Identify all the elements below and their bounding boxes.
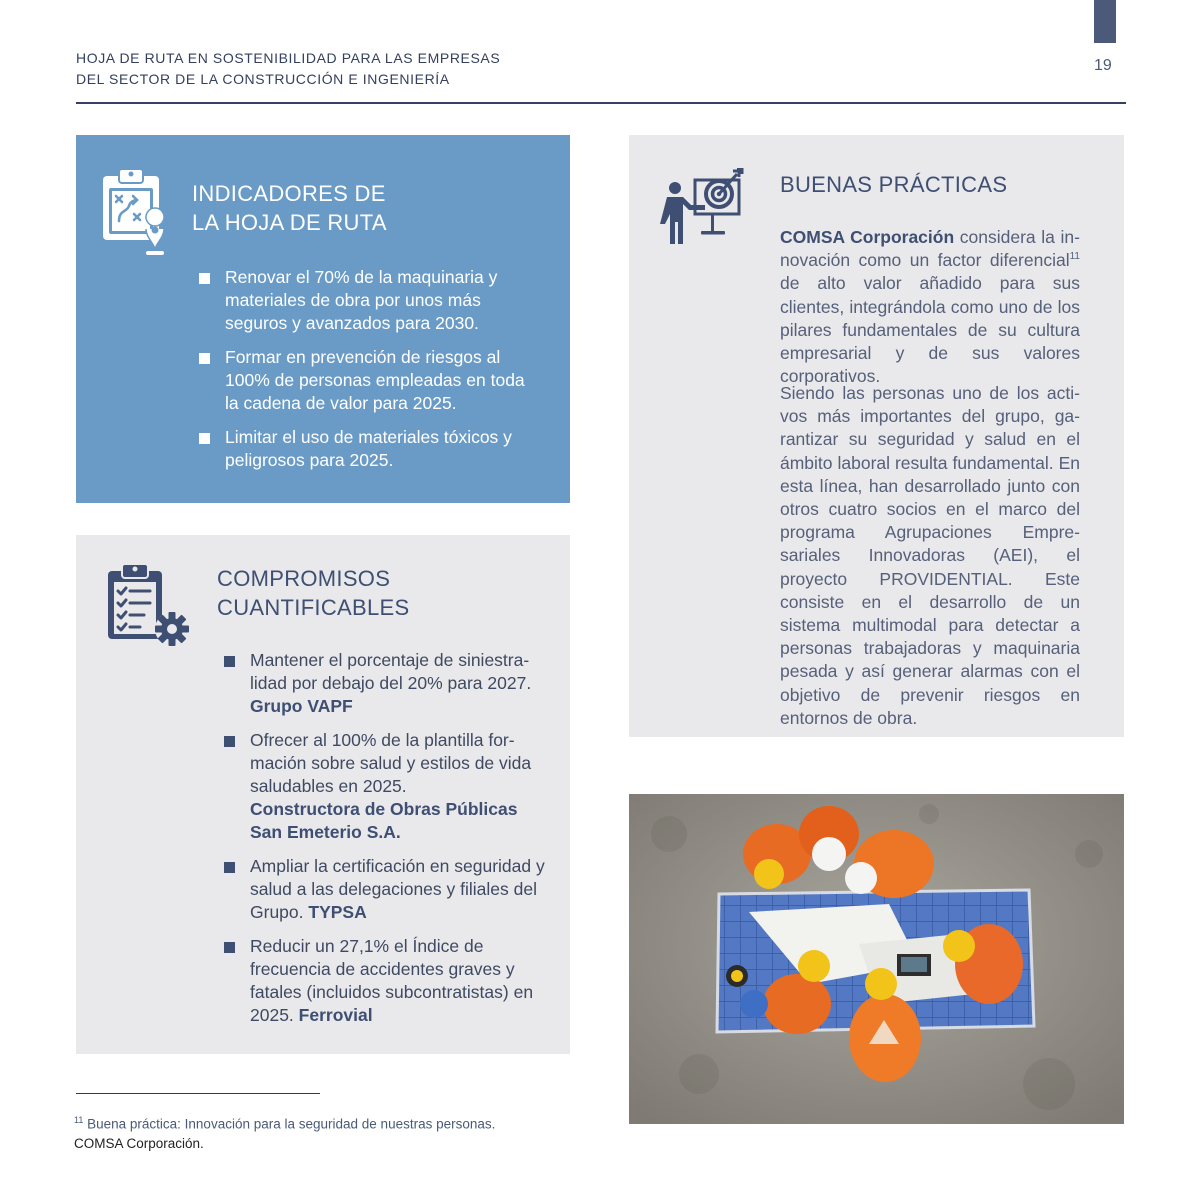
list-item	[223, 935, 553, 1027]
page-number: 19	[1094, 57, 1112, 74]
company-name: COMSA Corporación	[780, 227, 955, 247]
indicadores-list	[198, 266, 538, 483]
square-bullet-icon	[199, 433, 210, 444]
paragraph-text: considera la innovación como un factor diferencial	[780, 227, 1080, 271]
company-name: Constructora de Obras Públicas San Emeterio S.A.	[250, 799, 518, 842]
buenas-practicas-title: BUENAS PRÁCTICAS	[780, 172, 1008, 197]
square-bullet-icon	[224, 656, 235, 667]
company-name: Grupo VAPF	[250, 696, 353, 716]
workers-around-solar-panel-photo	[629, 794, 1124, 1124]
footnote-reference[interactable]: 11	[1069, 251, 1080, 263]
list-item	[198, 266, 538, 335]
list-item	[223, 729, 553, 844]
buenas-practicas-paragraph-1	[780, 226, 1080, 388]
header-divider	[76, 102, 1126, 104]
compromisos-title-line2: CUANTIFICABLES	[217, 595, 410, 620]
indicadores-title-line1: INDICADORES DE	[192, 181, 386, 206]
buenas-practicas-panel	[629, 135, 1124, 737]
indicadores-title	[192, 179, 387, 237]
buenas-practicas-paragraph-2: Siendo las personas uno de los activos más importantes del grupo, garantizar su seguridad y salud en el ámbito laboral resulta fundamental. En esta línea, han desarrollado junto con otros cuatro socios en el marco del programa Agrupaciones Empresariales Innovadoras (AEI), el proyecto PROVIDENTIAL. Este consiste en el desarrollo de un sistema multimodal para detectar a personas trabajadoras y maquinaria pesada y así generar alarmas con el objetivo de prevenir riesgos en entornos de obra.	[780, 383, 1080, 728]
list-item	[198, 426, 538, 472]
header-title-line2: DEL SECTOR DE LA CONSTRUCCIÓN E INGENIERÍA	[76, 71, 450, 87]
footnote-divider	[76, 1093, 320, 1094]
square-bullet-icon	[199, 353, 210, 364]
list-item	[198, 346, 538, 415]
square-bullet-icon	[224, 862, 235, 873]
footnote-text: Buena práctica: Innovación para la seguridad de nuestras personas.	[87, 1116, 496, 1132]
square-bullet-icon	[224, 942, 235, 953]
compromisos-title	[217, 564, 409, 622]
footnote-line1	[74, 1111, 495, 1134]
list-item-text: Formar en prevención de riesgos al 100% de personas empleadas en toda la cadena de valor para 2025.	[225, 347, 525, 413]
header-title-line1: HOJA DE RUTA EN SOSTENIBILIDAD PARA LAS EMPRESAS	[76, 50, 501, 66]
footnote-number: 11	[74, 1115, 84, 1125]
indicadores-panel	[76, 135, 570, 503]
commitment-text: Reducir un 27,1% el Índice de frecuencia de accidentes graves y fatales (incluidos subcontratistas) en 2025.	[250, 936, 534, 1025]
commitment-text: Ampliar la certificación en seguridad y salud a las delegaciones y filiales del Grupo.	[250, 856, 545, 922]
compromisos-list	[223, 649, 553, 1038]
footnote-line2: COMSA Corporación.	[74, 1135, 204, 1151]
document-header	[76, 48, 500, 90]
clipboard-checklist-gear-icon	[108, 563, 194, 651]
list-item	[223, 649, 553, 718]
list-item-text: Renovar el 70% de la maquinaria y materiales de obra por unos más seguros y avanzados para 2030.	[225, 267, 498, 333]
list-item-text: Limitar el uso de materiales tóxicos y peligrosos para 2025.	[225, 427, 512, 470]
compromisos-panel	[76, 535, 570, 1054]
company-name: Ferrovial	[298, 1005, 373, 1025]
indicadores-title-line2: LA HOJA DE RUTA	[192, 210, 387, 235]
commitment-text: Mantener el porcentaje de siniestralidad por debajo del 20% para 2027.	[250, 650, 532, 693]
square-bullet-icon	[224, 736, 235, 747]
company-name: TYPSA	[308, 902, 367, 922]
commitment-text: Ofrecer al 100% de la plantilla formación sobre salud y estilos de vida saludables en 2025.	[250, 730, 532, 796]
square-bullet-icon	[199, 273, 210, 284]
presenter-target-icon	[659, 168, 745, 244]
page-tab-marker	[1094, 0, 1116, 43]
list-item	[223, 855, 553, 924]
footnote	[74, 1111, 495, 1153]
clipboard-route-icon	[103, 166, 173, 258]
compromisos-title-line1: COMPROMISOS	[217, 566, 391, 591]
paragraph-text: de alto valor añadido para sus clientes, integrándola como uno de los pilares fundamentales de su cultura empresarial y de sus valores corporativos.	[780, 273, 1080, 387]
